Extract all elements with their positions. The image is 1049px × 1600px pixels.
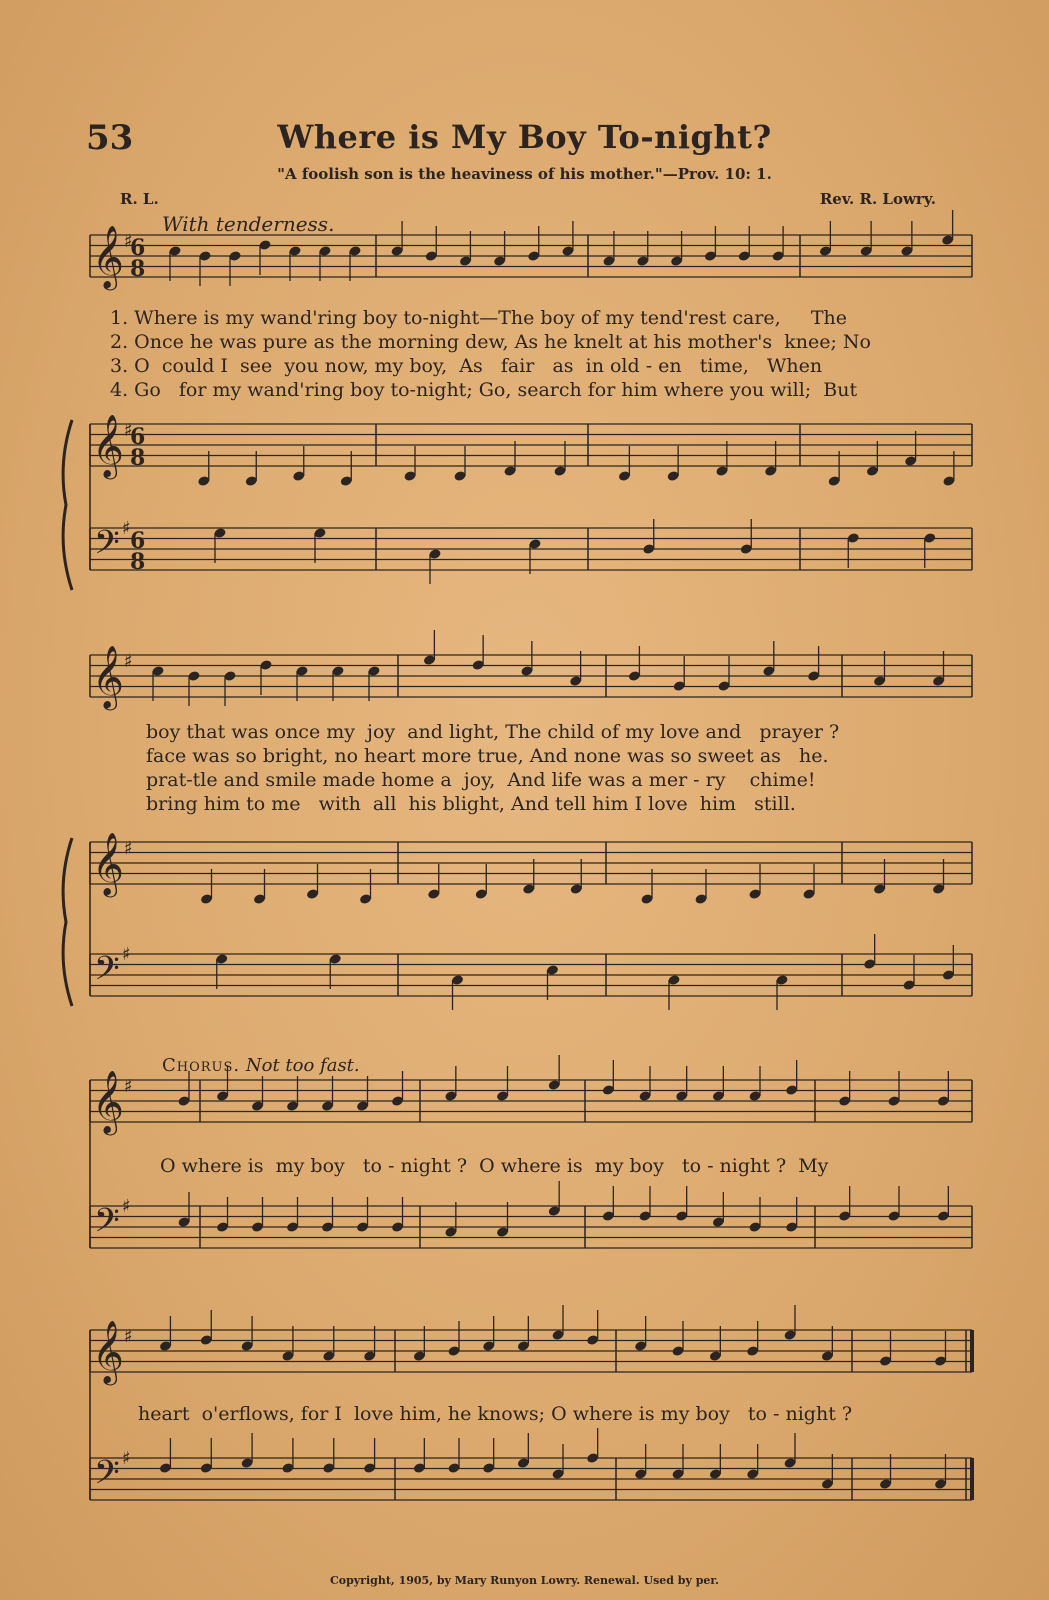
time-signature-bottom: 8 (130, 445, 146, 471)
key-signature-sharp: ♯ (122, 1448, 131, 1469)
chorus-label: Chorus. (162, 1055, 241, 1076)
bass-clef: 𝄢 (94, 1202, 120, 1248)
key-signature-sharp: ♯ (124, 838, 133, 859)
bass-clef: 𝄢 (94, 950, 120, 996)
time-signature-top: 6 (130, 424, 146, 450)
treble-clef: 𝄞 (92, 1320, 124, 1383)
key-signature-sharp: ♯ (124, 231, 133, 252)
key-signature-sharp: ♯ (122, 1196, 131, 1217)
time-signature-bottom: 8 (130, 549, 146, 575)
chorus-lyrics-2: heart o'erflows, for I love him, he knows; O where is my boy to - night ? (138, 1403, 853, 1425)
verse-3-line-2: prat-tle and smile made home a joy, And life was a mer - ry chime! (146, 769, 816, 791)
treble-clef: 𝄞 (92, 832, 124, 895)
treble-clef: 𝄞 (92, 414, 124, 477)
verse-4-line-2: bring him to me with all his blight, And tell him I love him still. (146, 793, 796, 815)
bass-clef: 𝄢 (94, 524, 120, 570)
composer: Rev. R. Lowry. (819, 190, 936, 208)
key-signature-sharp: ♯ (122, 518, 131, 539)
time-signature-top: 6 (130, 528, 146, 554)
key-signature-sharp: ♯ (124, 651, 133, 672)
tempo-marking-verse: With tenderness. (162, 212, 335, 236)
verse-1-line-1: 1. Where is my wand'ring boy to-night—The boy of my tend'rest care, The (110, 307, 848, 329)
tempo-marking-chorus: Not too fast. (245, 1055, 360, 1076)
grand-staff-brace (63, 838, 72, 1006)
key-signature-sharp: ♯ (124, 1076, 133, 1097)
verse-2-line-2: face was so bright, no heart more true, And none was so sweet as he. (146, 745, 829, 767)
grand-staff-brace (63, 420, 72, 590)
time-signature-top: 6 (130, 235, 146, 261)
chorus-lyrics-1: O where is my boy to - night ? O where is my boy to - night ? My (160, 1155, 829, 1177)
hymn-title: Where is My Boy To-night? (277, 118, 772, 156)
lyricist: R. L. (120, 190, 159, 208)
hymn-number: 53 (86, 118, 134, 158)
verse-2-line-1: 2. Once he was pure as the morning dew, As he knelt at his mother's knee; No (110, 331, 871, 353)
verse-1-line-2: boy that was once my joy and light, The child of my love and prayer ? (146, 721, 840, 743)
time-signature-bottom: 8 (130, 256, 146, 282)
copyright-notice: Copyright, 1905, by Mary Runyon Lowry. Renewal. Used by per. (330, 1574, 719, 1587)
bass-clef: 𝄢 (94, 1454, 120, 1500)
key-signature-sharp: ♯ (124, 420, 133, 441)
treble-clef: 𝄞 (92, 645, 124, 708)
epigraph: "A foolish son is the heaviness of his mother."—Prov. 10: 1. (277, 165, 772, 183)
key-signature-sharp: ♯ (122, 944, 131, 965)
treble-clef: 𝄞 (92, 1070, 124, 1133)
verse-3-line-1: 3. O could I see you now, my boy, As fair as in old - en time, When (110, 355, 823, 377)
treble-clef: 𝄞 (92, 225, 124, 288)
key-signature-sharp: ♯ (124, 1326, 133, 1347)
verse-4-line-1: 4. Go for my wand'ring boy to-night; Go, search for him where you will; But (110, 379, 858, 401)
